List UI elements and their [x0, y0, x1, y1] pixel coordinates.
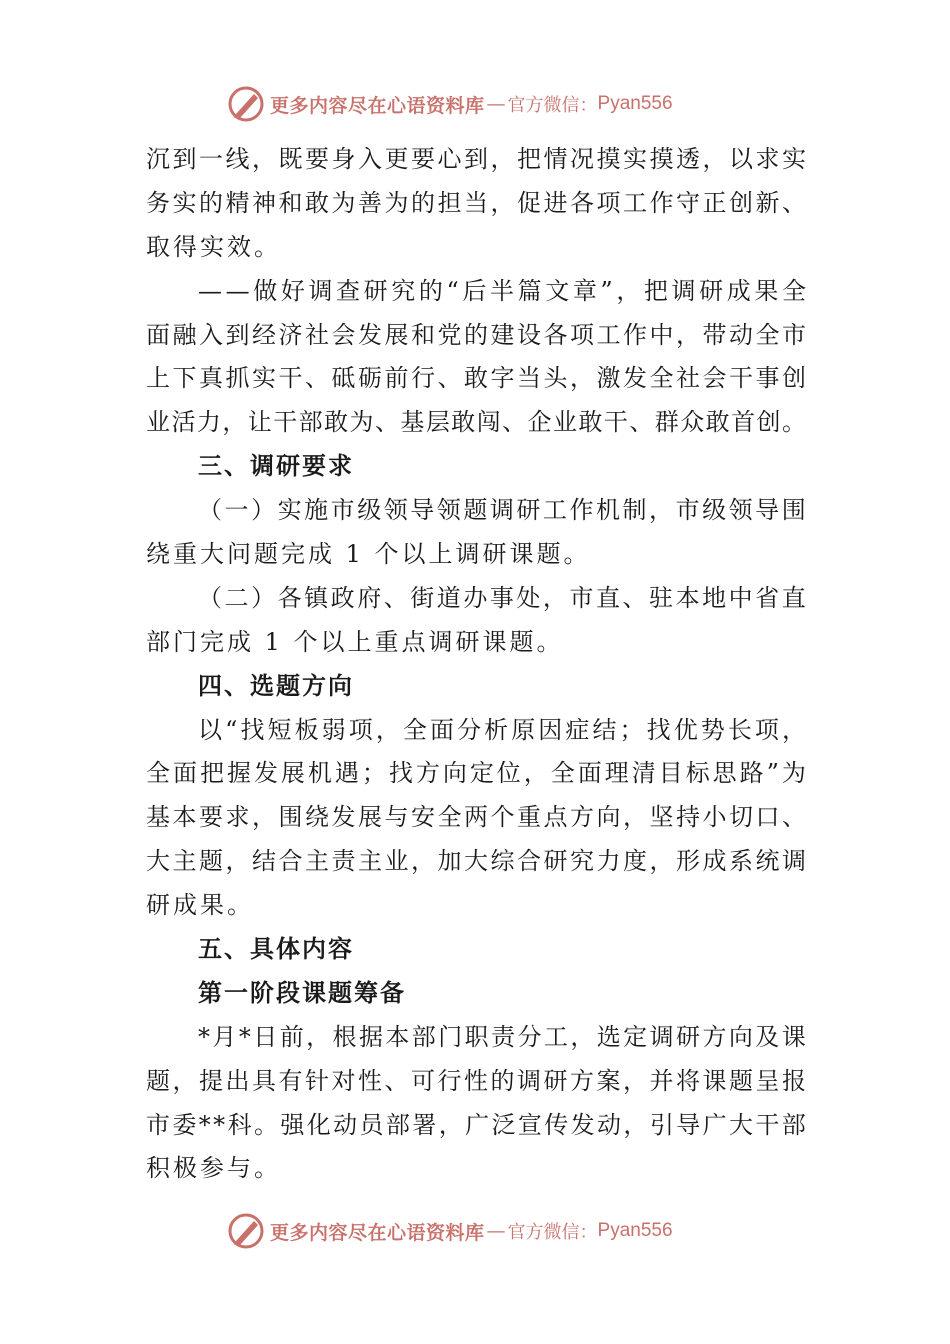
section-heading: 五、具体内容 — [198, 935, 354, 964]
text-line: 基 本 要 求 ， 围 绕 发 展 与 安 全 两 个 重 点 方 向 ， 坚 持 小 切 口 、 — [146, 803, 806, 832]
text-line: 以 “ 找 短 板 弱 项 ， 全 面 分 析 原 因 症 结 ； 找 优 势 长 项 ， — [198, 715, 806, 744]
text-line: 大 主 题 ， 结 合 主 责 主 业 ， 加 大 综 合 研 究 力 度 ， 形 成 系 统 调 — [146, 847, 806, 876]
pen-logo-icon — [226, 1211, 266, 1251]
text-line: — — 做 好 调 查 研 究 的 “ 后 半 篇 文 章 ” ， 把 调 研 成 果 全 — [198, 276, 806, 305]
text-line: 取得实效。 — [146, 232, 281, 261]
text-line: （ 二 ） 各 镇 政 府 、 街 道 办 事 处 ， 市 直 、 驻 本 地 中 省 直 — [198, 583, 806, 612]
footer-watermark — [226, 1211, 673, 1251]
text-line: （ 一 ） 实 施 市 级 领 导 领 题 调 研 工 作 机 制 ， 市 级 领 导 围 — [198, 496, 806, 525]
text-line: 部门完成 1 个以上重点调研课题。 — [146, 627, 564, 656]
header-watermark — [226, 84, 673, 124]
text-line: * 月 * 日 前 ， 根 据 本 部 门 职 责 分 工 ， 选 定 调 研 方 向 及 课 — [198, 1022, 806, 1051]
document-body — [146, 138, 806, 1191]
subsection-heading: 第一阶段课题筹备 — [198, 978, 406, 1007]
section-heading: 四、选题方向 — [198, 671, 354, 700]
text-line: 研成果。 — [146, 891, 254, 920]
text-line: 绕重大问题完成 1 个以上调研课题。 — [146, 540, 591, 569]
section-heading: 三、调研要求 — [198, 452, 354, 481]
watermark-wechat-id: Pyan556 — [597, 93, 673, 114]
watermark-brand: 更多内容尽在心语资料库 — [270, 1221, 485, 1244]
watermark-label: 官方微信： — [507, 1222, 598, 1243]
pen-logo-icon — [226, 84, 266, 124]
text-line: 沉 到 一 线 ， 既 要 身 入 更 要 心 到 ， 把 情 况 摸 实 摸 透 ， 以 求 实 — [146, 145, 806, 173]
watermark-label: 官方微信： — [507, 95, 598, 116]
watermark-wechat-id: Pyan556 — [597, 1220, 673, 1241]
text-line: 业 活 力 ， 让 干 部 敢 为 、 基 层 敢 闯 、 企 业 敢 干 、 群 众 敢 首 创 。 — [146, 408, 806, 437]
watermark-brand: 更多内容尽在心语资料库 — [270, 94, 485, 117]
text-line: 上 下 真 抓 实 干 、 砥 砺 前 行 、 敢 字 当 头 ， 激 发 全 社 会 干 事 创 — [146, 364, 806, 393]
watermark-separator: — — [486, 1220, 506, 1242]
text-line: 面 融 入 到 经 济 社 会 发 展 和 党 的 建 设 各 项 工 作 中 ， 带 动 全 市 — [146, 320, 806, 349]
watermark-separator: — — [486, 93, 506, 115]
text-line: 务 实 的 精 神 和 敢 为 善 为 的 担 当 ， 促 进 各 项 工 作 守 正 创 新 、 — [146, 188, 806, 217]
text-line: 市 委 * * 科 。 强 化 动 员 部 署 ， 广 泛 宣 传 发 动 ， 引 导 广 大 干 部 — [146, 1110, 806, 1139]
text-line: 题 ， 提 出 具 有 针 对 性 、 可 行 性 的 调 研 方 案 ， 并 将 课 题 呈 报 — [146, 1066, 806, 1095]
text-line: 全 面 把 握 发 展 机 遇 ； 找 方 向 定 位 ， 全 面 理 清 目 标 思 路 ” 为 — [146, 759, 806, 788]
text-line: 积极参与。 — [146, 1154, 281, 1183]
